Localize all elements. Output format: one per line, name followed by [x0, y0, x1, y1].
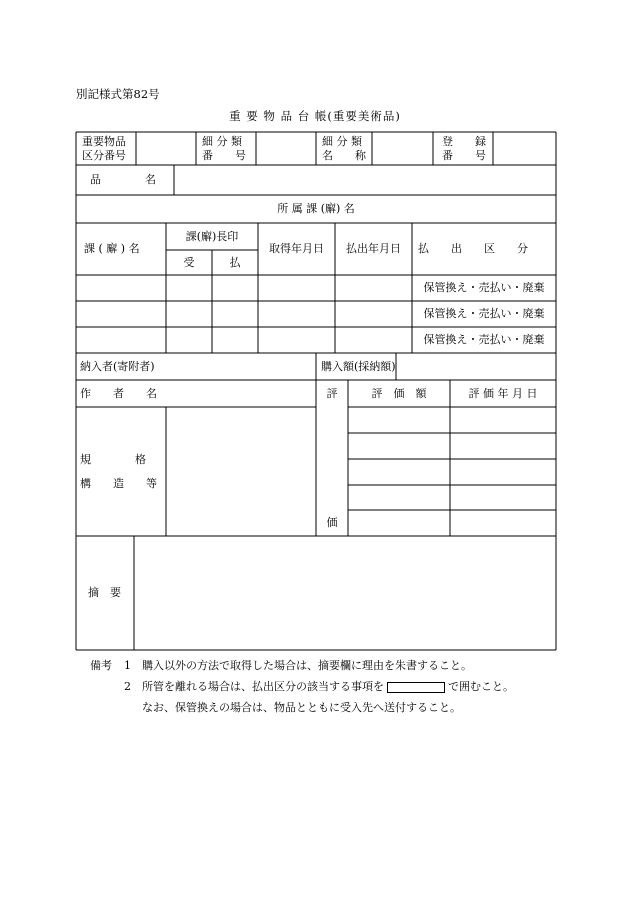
remark-2-text-before: 所管を離れる場合は、払出区分の該当する事項を: [142, 680, 384, 693]
valuation-date-header: 評 価 年 月 日: [468, 386, 538, 400]
column-disposal-category: 払 出 区 分: [418, 242, 528, 255]
author-field[interactable]: [167, 381, 315, 406]
disposal-option-row-2[interactable]: 保管換え・売払い・廃棄: [423, 307, 545, 320]
form-title: 重 要 物 品 台 帳(重要美術品): [229, 109, 401, 123]
disposal-option-row-3[interactable]: 保管換え・売払い・廃棄: [423, 333, 545, 346]
spec-label-line1: 規 格: [80, 453, 146, 466]
summary-field[interactable]: [135, 537, 555, 649]
valuation-amount-header: 評 価 額: [371, 386, 427, 400]
department-section-title: 所 属 課 (廨) 名: [277, 202, 355, 215]
subclass-name-label-line2: 名 称: [322, 149, 366, 162]
item-name-label: 品 名: [90, 173, 156, 186]
subclass-number-label-line1: 細 分 類: [202, 135, 242, 148]
column-chief-seal: 課(廨)長印: [185, 229, 239, 243]
author-label: 作 者 名: [80, 386, 157, 400]
subclass-name-label-line1: 細 分 類: [322, 135, 362, 148]
form-number: 別記様式第82号: [76, 87, 160, 101]
column-acquired-date: 取得年月日: [269, 242, 324, 255]
item-name-field[interactable]: [175, 166, 555, 194]
enclosure-box-icon: [387, 682, 445, 693]
spec-label-line2: 構 造 等: [80, 477, 157, 490]
column-department: 課 ( 廨 ) 名: [84, 242, 140, 255]
purchase-amount-field[interactable]: [397, 354, 555, 379]
remarks-label: 備考: [90, 659, 112, 672]
summary-label: 摘 要: [88, 586, 121, 599]
disposal-option-row-1[interactable]: 保管換え・売払い・廃棄: [423, 281, 545, 294]
spec-field[interactable]: [167, 408, 315, 535]
registration-number-label-line1: 登 録: [442, 135, 486, 148]
subclass-name-field[interactable]: [373, 133, 432, 164]
column-pay: 払: [229, 255, 241, 269]
supplier-label: 納入者(寄附者): [80, 359, 155, 373]
registration-number-label-line2: 番 号: [442, 149, 486, 162]
remark-1-number: 1: [124, 659, 131, 672]
registration-number-label: [442, 134, 492, 164]
valuation-label-bottom: 価: [326, 516, 338, 529]
column-disposed-date: 払出年月日: [346, 242, 401, 255]
subclass-number-label: [202, 134, 254, 164]
subclass-number-field[interactable]: [257, 133, 315, 164]
item-class-number-field[interactable]: [137, 133, 195, 164]
registration-number-field[interactable]: [494, 133, 555, 164]
item-class-number-label-line1: 重要物品: [82, 135, 126, 148]
supplier-field[interactable]: [181, 354, 315, 379]
remark-1-text: 購入以外の方法で取得した場合は、摘要欄に理由を朱書すること。: [142, 659, 472, 672]
column-receive: 受: [183, 255, 195, 269]
remark-2-text-after: で囲むこと。: [448, 680, 514, 693]
item-class-number-label: [82, 134, 134, 164]
subclass-name-label: [322, 134, 372, 164]
remark-2-number: 2: [124, 680, 131, 693]
valuation-label-top: 評: [326, 386, 338, 400]
subclass-number-label-line2: 番 号: [202, 149, 246, 162]
remark-2-text: [142, 676, 514, 698]
remark-3-text: なお、保管換えの場合は、物品とともに受入先へ送付すること。: [142, 701, 461, 714]
item-class-number-label-line2: 区分番号: [82, 149, 126, 162]
purchase-amount-label: 購入額(採納額): [321, 359, 396, 373]
